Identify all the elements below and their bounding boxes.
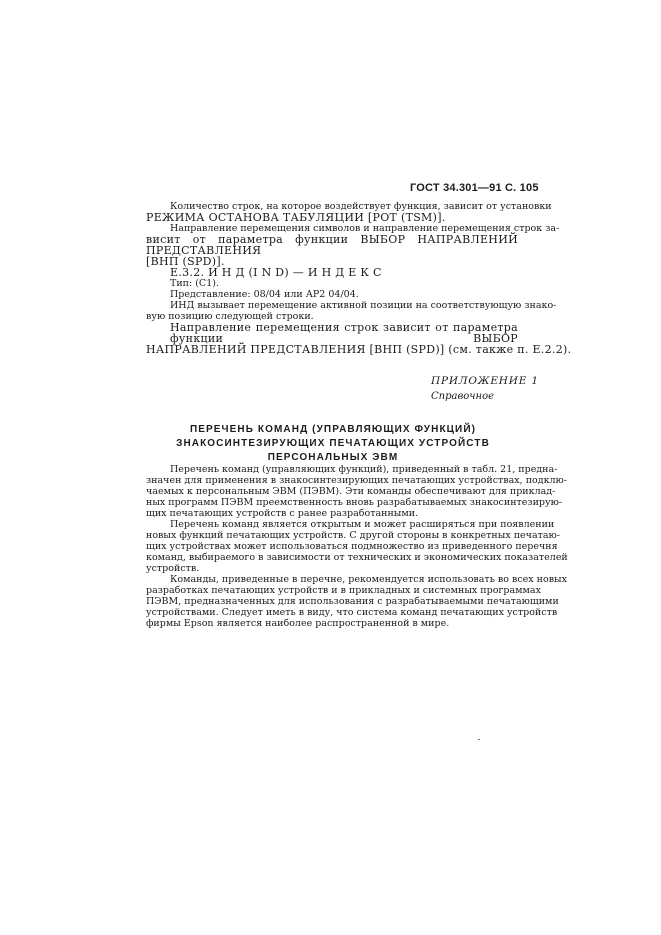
heading-line: ПЕРСОНАЛЬНЫХ ЭВМ [267, 452, 399, 463]
appendix-label [431, 374, 539, 404]
text-line: Представление: 08/04 или АР2 04/04. [170, 289, 359, 300]
text-line: щих печатающих устройств с ранее разработанными. [146, 508, 419, 519]
text-line: ИНД вызывает перемещение активной позиции на соответствующую знако- [170, 300, 557, 311]
text-line: чаемых к персональным ЭВМ (ПЭВМ). Эти команды обеспечивают для приклад- [146, 486, 556, 497]
text-line: щих устройствах может использоваться подмножество из приведенного перечня [146, 541, 558, 552]
text-line: Команды, приведенные в перечне, рекомендуется использовать во всех новых [170, 574, 567, 585]
text-line: фирмы Epson является наиболее распространенной в мире. [146, 618, 450, 629]
text-line: ных программ ПЭВМ преемственность вновь разрабатываемых знакосинтезирую- [146, 497, 563, 508]
text-line: НАПРАВЛЕНИЙ ПРЕДСТАВЛЕНИЯ [ВНП (SPD)] (см. также п. Е.2.2). [146, 343, 572, 356]
text-line: Перечень команд (управляющих функций), приведенный в табл. 21, предна- [170, 464, 558, 475]
text-line: значен для применения в знакосинтезирующих печатающих устройствах, подклю- [146, 475, 568, 486]
text-line: Перечень команд является открытым и может расширяться при появлении [170, 519, 555, 530]
text-line: Е.3.2. И Н Д (I N D) — И Н Д Е К С [170, 266, 382, 279]
text-line: Направление перемещения строк зависит от параметра функции ВЫБОР [170, 321, 518, 345]
text-line: новых функций печатающих устройств. С другой стороны в конкретных печатаю- [146, 530, 561, 541]
appendix-title: ПРИЛОЖЕНИЕ 1 [431, 375, 539, 387]
text-line: разработках печатающих устройств и в прикладных и системных программах [146, 585, 541, 596]
text-line: команд, выбираемого в зависимости от технических и экономических показателей [146, 552, 568, 563]
text-line: ПЭВМ, предназначенных для использования с разрабатываемыми печатающими [146, 596, 559, 607]
appendix-body-text [146, 464, 568, 629]
text-line: РЕЖИМА ОСТАНОВА ТАБУЛЯЦИИ [РОТ (TSM)]. [146, 211, 446, 224]
scan-speck [478, 739, 480, 740]
text-line: Количество строк, на которое воздействует функция, зависит от установки [170, 201, 552, 212]
heading-line: ПЕРЕЧЕНЬ КОМАНД (УПРАВЛЯЮЩИХ ФУНКЦИЙ) [189, 424, 477, 435]
text-line: Направление перемещения символов и направление перемещения строк за- [170, 223, 560, 234]
appendix-subtitle: Справочное [431, 391, 495, 402]
appendix-heading [150, 423, 516, 465]
heading-line: ЗНАКОСИНТЕЗИРУЮЩИХ ПЕЧАТАЮЩИХ УСТРОЙСТВ [176, 438, 490, 449]
text-line: вую позицию следующей строки. [146, 311, 314, 322]
text-line: устройств. [146, 563, 200, 574]
text-line: Тип: (С1). [170, 278, 219, 289]
text-line: висит от параметра функции ВЫБОР НАПРАВЛЕНИЙ ПРЕДСТАВЛЕНИЯ [146, 233, 518, 257]
text-line: устройствами. Следует иметь в виду, что система команд печатающих устройств [146, 607, 558, 618]
text-line: [ВНП (SPD)]. [146, 255, 225, 268]
section-e3-text [146, 201, 572, 356]
page-header-doc-ref: ГОСТ 34.301—91 С. 105 [410, 182, 539, 194]
